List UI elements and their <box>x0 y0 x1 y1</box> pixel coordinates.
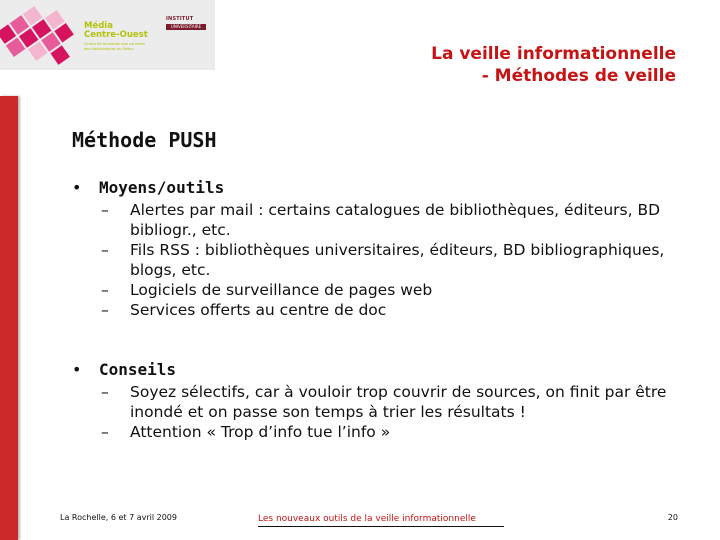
sub-list-item <box>72 300 672 320</box>
brand-name: Média Centre-Ouest <box>84 21 148 40</box>
sub-list <box>72 382 672 442</box>
slide-title-line1: La veille informationnelle <box>431 44 676 64</box>
sub-list-item <box>72 382 672 422</box>
partner-logo-line1: INSTITUT <box>166 16 194 22</box>
sub-item-text: Attention « Trop d’info tue l’info » <box>130 423 391 441</box>
bullet-glyph: • <box>72 360 82 379</box>
page-number: 20 <box>667 513 678 522</box>
section-heading: Méthode PUSH <box>72 128 217 152</box>
sub-item-text: Alertes par mail : certains catalogues de bibliothèques, éditeurs, BD bibliogr., etc. <box>130 201 661 239</box>
brand-tagline: Centre de formation aux carrières des bibliothèques du Poitou <box>84 42 145 51</box>
header-banner <box>0 0 215 70</box>
dash-marker: – <box>101 301 109 319</box>
dash-marker: – <box>101 281 109 299</box>
sub-list-item <box>72 200 672 240</box>
bullet-item <box>72 358 672 382</box>
bullet-label: Moyens/outils <box>99 178 225 197</box>
slide-title-line2: - Méthodes de veille <box>481 66 676 86</box>
dash-marker: – <box>101 201 109 219</box>
sub-list <box>72 200 672 320</box>
sub-list-item <box>72 280 672 300</box>
sub-item-text: Logiciels de surveillance de pages web <box>130 281 433 299</box>
media-centre-ouest-logo <box>0 0 80 70</box>
sub-item-text: Fils RSS : bibliothèques universitaires, éditeurs, BD bibliographiques, blogs, etc. <box>130 241 665 279</box>
footer-underline <box>258 526 504 527</box>
slide-title <box>431 43 676 87</box>
left-accent-bar <box>0 96 18 540</box>
bullet-glyph: • <box>72 178 82 197</box>
sub-item-text: Soyez sélectifs, car à vouloir trop couvrir de sources, on finit par être inondé et on passe son temps à trier les résultats ! <box>130 383 667 421</box>
partner-logo-line2: UNIVERSITAIRE <box>166 24 206 30</box>
sub-item-text: Services offerts au centre de doc <box>130 301 387 319</box>
dash-marker: – <box>101 423 109 441</box>
bullet-item <box>72 176 672 200</box>
partner-logo <box>166 16 206 38</box>
sub-list-item <box>72 422 672 442</box>
footer-date-location: La Rochelle, 6 et 7 avril 2009 <box>60 513 177 522</box>
bullet-label: Conseils <box>99 360 177 379</box>
sub-list-item <box>72 240 672 280</box>
dash-marker: – <box>101 241 109 259</box>
section-moyens-outils <box>72 176 672 320</box>
section-conseils <box>72 358 672 442</box>
footer-presentation-title: Les nouveaux outils de la veille informationnelle <box>258 514 476 524</box>
dash-marker: – <box>101 383 109 401</box>
